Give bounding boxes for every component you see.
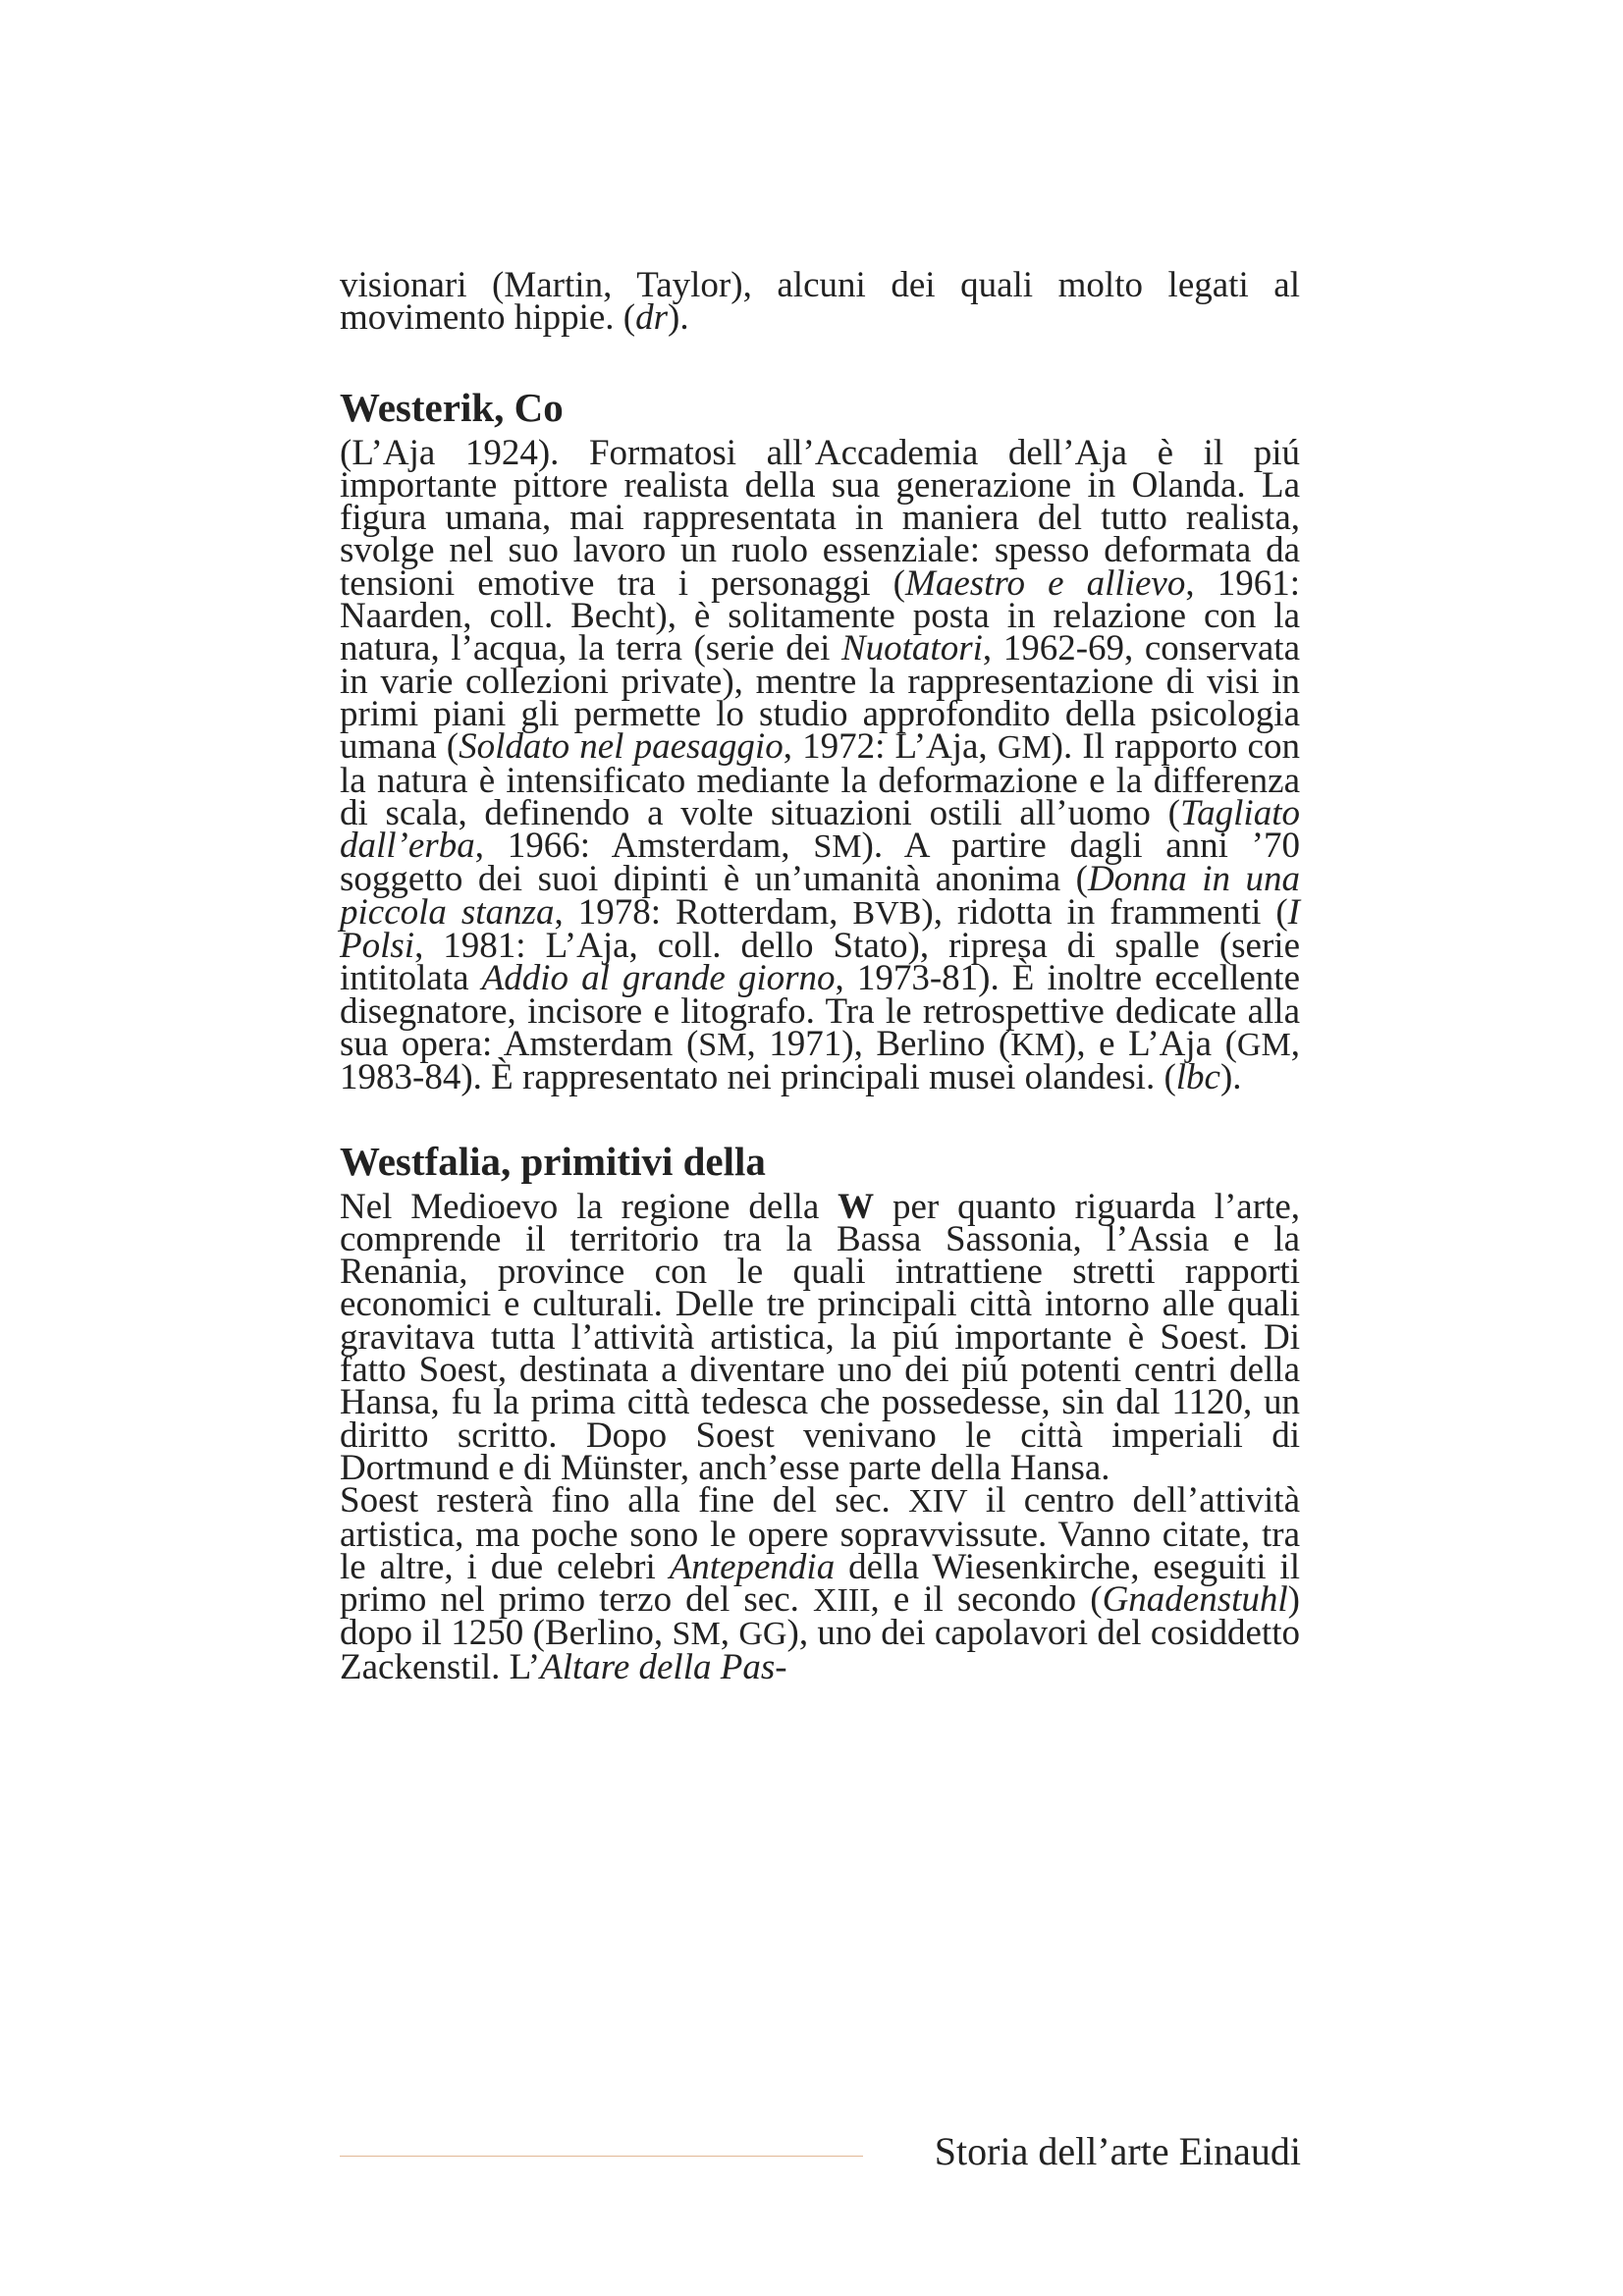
entry-heading-westerik: Westerik, Co bbox=[340, 384, 564, 430]
footer-title: Storia dell’arte Einaudi bbox=[934, 2129, 1301, 2173]
author-signature: dr bbox=[635, 297, 669, 339]
entry-text-westfalia-para2: Soest resterà fino alla fine del sec. XIV il centro dell’attività artistica, ma poche sono le opere sopravvissute. Vanno citate, tra le altre, i due celebri Antependia della Wiesenkirche, eseguiti il primo nel primo terzo del sec. XIII, e il secondo (Gnadenstuhl) dopo il 1250 (Berlino, SM, GG), uno dei capolavori del cosiddetto Zackenstil. L’Altare della Pas- bbox=[340, 1480, 1300, 1687]
entry-heading-westfalia: Westfalia, primitivi della bbox=[340, 1138, 766, 1184]
entry-continuation: visionari (Martin, Taylor), alcuni dei quali molto legati al movimento hippie. (dr). bbox=[340, 265, 1300, 339]
page-body bbox=[340, 265, 1301, 1687]
entry-text-westerik: (L’Aja 1924). Formatosi all’Accademia dell’Aja è il piú importante pittore realista della sua generazione in Olanda. La figura umana, mai rappresentata in maniera del tutto realista, svolge nel suo lavoro un ruolo essenziale: spesso deformata da tensioni emotive tra i personaggi (Maestro e allievo, 1961: Naarden, coll. Becht), è solitamente posta in relazione con la natura, l’acqua, la terra (serie dei Nuotatori, 1962-69, conservata in varie collezioni private), mentre la rappresentazione di visi in primi piani gli permette lo studio approfondito della psicologia umana (Soldato nel paesaggio, 1972: L’Aja, GM). Il rapporto con la natura è intensificato mediante la deformazione e la differenza di scala, definendo a volte situazioni ostili all’uomo (Tagliato dall’erba, 1966: Amsterdam, SM). A partire dagli anni ’70 soggetto dei suoi dipinti è un’umanità anonima (Donna in una piccola stanza, 1978: Rotterdam, BVB), ridotta in frammenti (I Polsi, 1981: L’Aja, coll. dello Stato), ripresa di spalle (serie intitolata Addio al grande giorno, 1973-81). È inoltre eccellente disegnatore, incisore e litografo. Tra le retrospettive dedicate alla sua opera: Amsterdam (SM, 1971), Berlino (KM), e L’Aja (GM, 1983-84). È rappresentato nei principali musei olandesi. (lbc). bbox=[340, 432, 1301, 1098]
footer-rule bbox=[340, 2156, 863, 2157]
author-signature: lbc bbox=[1175, 1057, 1220, 1098]
entry-text-westfalia-para1: Nel Medioevo la regione della W per quanto riguarda l’arte, comprende il territorio tra la Bassa Sassonia, l’Assia e la Renania, province con le quali intrattiene stretti rapporti economici e culturali. Delle tre principali città intorno alle quali gravitava tutta l’attività artistica, la piú importante è Soest. Di fatto Soest, destinata a diventare uno dei piú potenti centri della Hansa, fu la prima città tedesca che possedesse, sin dal 1120, un diritto scritto. Dopo Soest venivano le città imperiali di Dortmund e di Münster, anch’esse parte della Hansa. bbox=[340, 1186, 1300, 1488]
